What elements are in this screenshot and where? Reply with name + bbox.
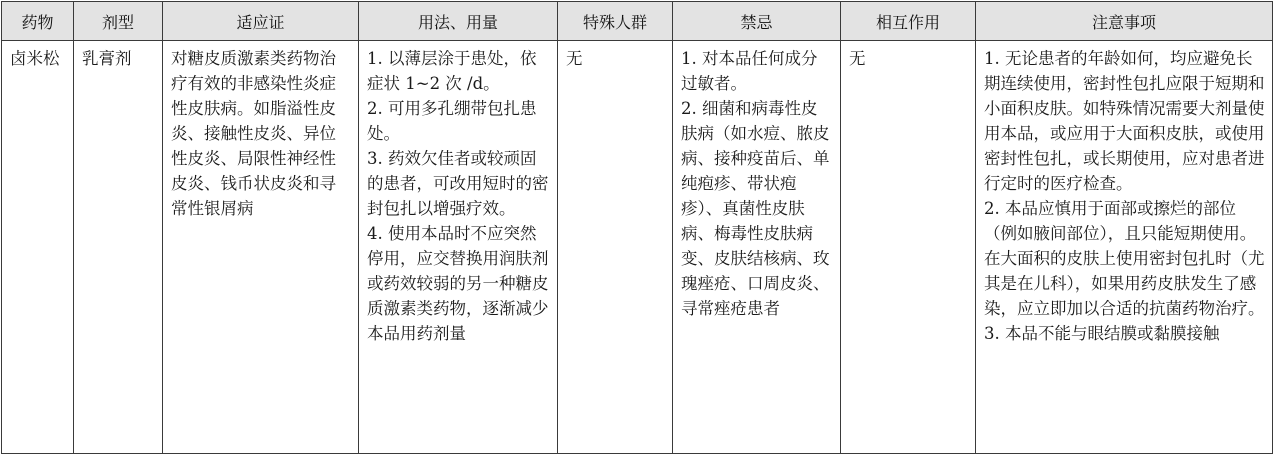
- contraindication-item: 1. 对本品任何成分过敏者。: [681, 49, 818, 93]
- contraindication-item: 2. 细菌和病毒性皮肤病（如水痘、脓皮病、接种疫苗后、单纯疱疹、带状疱疹）、真菌性皮肤病、梅毒性皮肤病变、皮肤结核病、玫瑰痤疮、口周皮炎、寻常痤疮患者: [681, 99, 830, 318]
- cell-special-population: 无: [558, 41, 673, 454]
- cell-usage-dosage: [359, 41, 558, 454]
- drug-info-table: [1, 1, 1273, 454]
- header-precautions: 注意事项: [976, 2, 1273, 41]
- cell-precautions: [976, 41, 1273, 454]
- cell-drug: 卤米松: [2, 41, 74, 454]
- precaution-item: 1. 无论患者的年龄如何，均应避免长期连续使用，密封性包扎应限于短期和小面积皮肤。如特殊情况需要大剂量使用本品，或应用于大面积皮肤，或使用密封性包扎，或长期使用，应对患者进行定时的医疗检查。: [984, 49, 1265, 193]
- usage-item: 1. 以薄层涂于患处，依症状 1~2 次 /d。: [367, 49, 537, 93]
- header-special-population: 特殊人群: [558, 2, 673, 41]
- header-interactions: 相互作用: [841, 2, 976, 41]
- precaution-item: 2. 本品应慎用于面部或擦烂的部位（例如腋间部位），且只能短期使用。在大面积的皮肤上使用密封包扎时（尤其是在儿科），如果用药皮肤发生了感染，应立即加以合适的抗菌药物治疗。: [984, 199, 1265, 318]
- header-indication: 适应证: [163, 2, 359, 41]
- cell-indication: 对糖皮质激素类药物治疗有效的非感染性炎症性皮肤病。如脂溢性皮炎、接触性皮炎、异位性皮炎、局限性神经性皮炎、钱币状皮炎和寻常性银屑病: [163, 41, 359, 454]
- cell-interactions: 无: [841, 41, 976, 454]
- table-row: [2, 41, 1273, 454]
- usage-item: 4. 使用本品时不应突然停用，应交替换用润肤剂或药效较弱的另一种糖皮质激素类药物，逐渐减少本品用药剂量: [367, 224, 549, 343]
- header-row: [2, 2, 1273, 41]
- cell-contraindications: [673, 41, 841, 454]
- header-contraindications: 禁忌: [673, 2, 841, 41]
- header-drug: 药物: [2, 2, 74, 41]
- precaution-item: 3. 本品不能与眼结膜或黏膜接触: [984, 324, 1220, 343]
- usage-item: 3. 药效欠佳者或较顽固的患者，可改用短时的密封包扎以增强疗效。: [367, 149, 549, 218]
- usage-item: 2. 可用多孔绷带包扎患处。: [367, 99, 537, 143]
- header-dosage-form: 剂型: [74, 2, 163, 41]
- cell-dosage-form: 乳膏剂: [74, 41, 163, 454]
- header-usage-dosage: 用法、用量: [359, 2, 558, 41]
